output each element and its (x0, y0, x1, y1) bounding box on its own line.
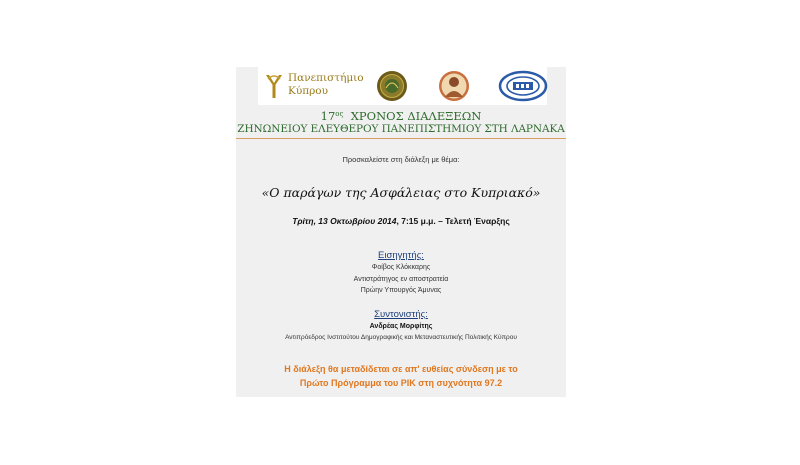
broadcast-note-line2: Πρώτο Πρόγραμμα του ΡΙΚ στη συχνότητα 97.2 (299, 378, 503, 388)
speaker-name: Φοίβος Κλόκκαρης (371, 264, 431, 271)
logo-strip (258, 67, 547, 105)
speaker-title-2: Πρώην Υπουργός Άμυνας (360, 287, 442, 294)
university-emblem-icon (264, 73, 284, 99)
invitation-text: Προσκαλείστε στη διάλεξη με θέμα: (342, 155, 460, 164)
years-suffix: ος (335, 110, 344, 118)
speaker-heading: Εισηγητής: (378, 250, 424, 261)
moderator-heading: Συντονιστής: (374, 309, 428, 320)
university-name (288, 72, 364, 98)
university-name-line2: Κύπρου (288, 85, 329, 97)
lecture-topic: «Ο παράγων της Ασφάλειας στο Κυπριακό» (261, 185, 541, 200)
broadcast-note-line1: Η διάλεξη θα μεταδίδεται σε απ' ευθείας σύνδεση με το (284, 364, 518, 374)
event-poster (236, 67, 566, 397)
portrait-logo-icon (438, 70, 470, 102)
date-time: , 7:15 μ.μ. – Τελετή Έναρξης (396, 216, 510, 226)
moderator-name: Ανδρέας Μορφίτης (369, 323, 433, 330)
years-number: 17 (320, 109, 336, 123)
years-text: ΧΡΟΝΟΣ ΔΙΑΛΕΞΕΩΝ (350, 109, 482, 123)
date-day: Τρίτη, 13 Οκτωβρίου 2014 (292, 216, 397, 226)
speaker-title-1: Αντιστράτηγος εν αποστρατεία (353, 276, 449, 283)
university-logo (264, 71, 364, 101)
university-name-line1: Πανεπιστήμιο (288, 72, 364, 84)
organization-name: ΖΗΝΩΝΕΙΟΥ ΕΛΕΥΘΕΡΟΥ ΠΑΝΕΠΙΣΤΗΜΙΟΥ ΣΤΗ ΛΑΡΝΑΚΑ (237, 123, 565, 135)
moderator-title: Αντιπρόεδρος Ινστιτούτου Δημογραφικής και Μεταναστευτικής Πολιτικής Κύπρου (285, 334, 517, 341)
rik-logo-icon (498, 70, 548, 102)
seal-logo-icon (376, 70, 408, 102)
divider (236, 138, 566, 139)
event-date (236, 216, 566, 226)
series-years (236, 109, 566, 123)
